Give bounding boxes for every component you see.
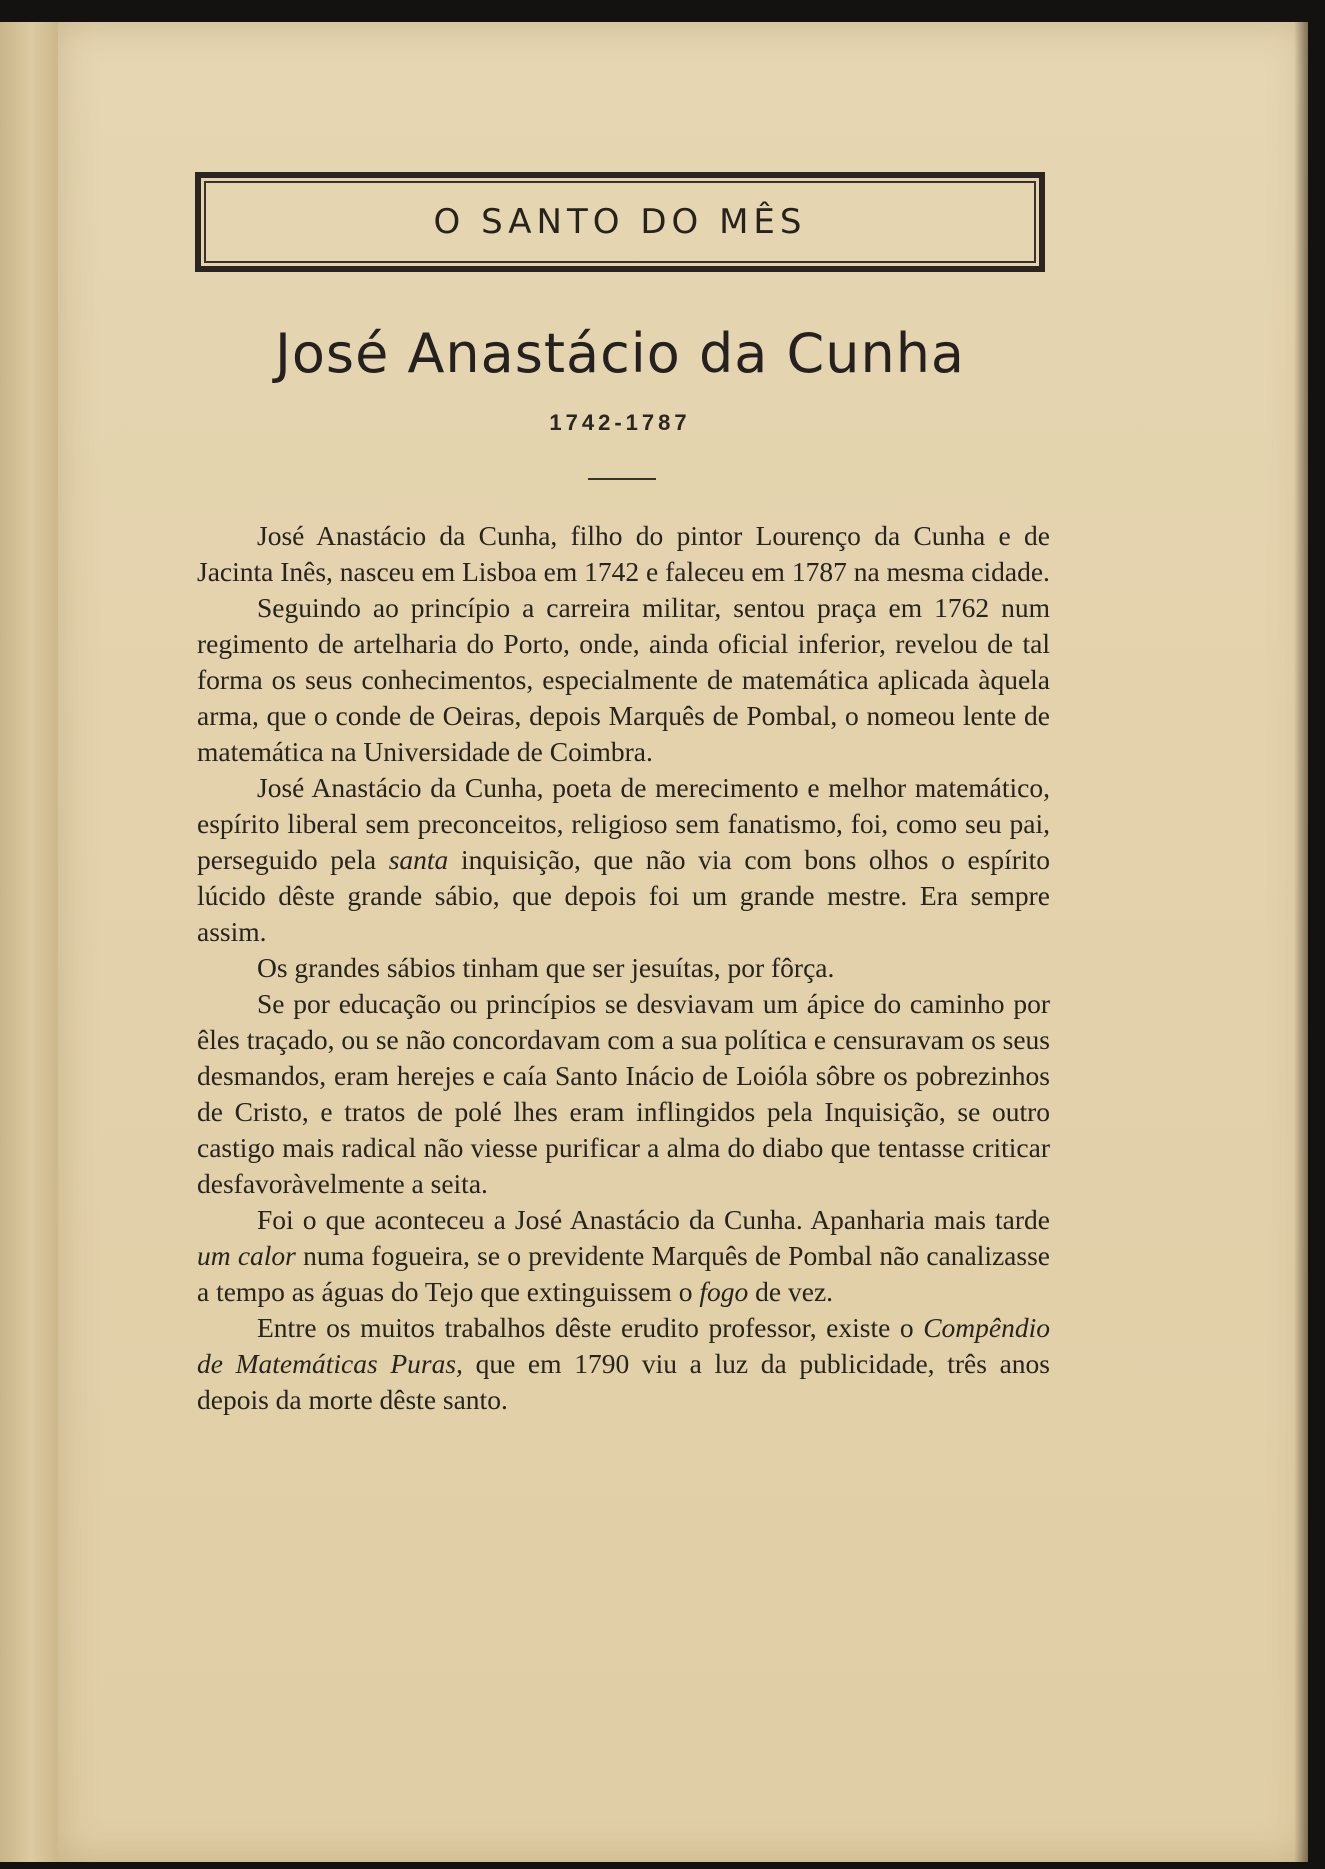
paragraph-text: que em 1790 viu a luz da publicidade, três anos depois da morte dêste santo. xyxy=(197,1348,1050,1415)
paragraph-3 xyxy=(197,770,1050,950)
paragraph-text: Seguindo ao princípio a carreira militar, sentou praça em 1762 num regimento de artelharia do Porto, onde, ainda oficial inferior, revelou de tal forma os seus conhecimentos, especialmente de matemática aplicada àquela arma, que o conde de Oeiras, depois Marquês de Pombal, o nomeou lente de matemática na Universidade de Coimbra. xyxy=(197,592,1050,767)
italic-text: fogo xyxy=(699,1276,749,1307)
italic-text: Compêndio de Matemáticas Puras, xyxy=(197,1312,1050,1379)
section-header-box xyxy=(195,172,1045,272)
paragraph-text: Entre os muitos trabalhos dêste erudito professor, existe o xyxy=(257,1312,924,1343)
title-divider xyxy=(588,478,656,480)
paragraph-text: de vez. xyxy=(748,1276,834,1307)
paragraph-text: Os grandes sábios tinham que ser jesuítas, por fôrça. xyxy=(257,952,835,983)
article-dates: 1742-1787 xyxy=(549,410,691,435)
article-body xyxy=(197,518,1050,1418)
paragraph-text: José Anastácio da Cunha, poeta de merecimento e melhor matemático, espírito liberal sem preconceitos, religioso sem fanatismo, foi, como seu pai, perseguido pela xyxy=(197,772,1050,875)
paragraph-6 xyxy=(197,1202,1050,1310)
section-header-title: O SANTO DO MÊS xyxy=(433,202,807,242)
paragraph-text: Foi o que aconteceu a José Anastácio da Cunha. Apanharia mais tarde xyxy=(257,1204,1050,1235)
paragraph-7 xyxy=(197,1310,1050,1418)
paragraph-text: numa fogueira, se o previdente Marquês de Pombal não canalizasse a tempo as águas do Tejo que extinguissem o xyxy=(197,1240,1050,1307)
italic-text: um calor xyxy=(197,1240,296,1271)
previous-page-edge xyxy=(0,22,60,1862)
article-title: José Anastácio da Cunha xyxy=(274,322,966,385)
paragraph-text: José Anastácio da Cunha, filho do pintor Lourenço da Cunha e de Jacinta Inês, nasceu em Lisboa em 1742 e faleceu em 1787 na mesma cidade. xyxy=(197,520,1050,587)
paragraph-2 xyxy=(197,590,1050,770)
paragraph-1 xyxy=(197,518,1050,590)
paragraph-4 xyxy=(197,950,1050,986)
paragraph-text: inquisição, que não via com bons olhos o espírito lúcido dêste grande sábio, que depois foi um grande mestre. Era sempre assim. xyxy=(197,844,1050,947)
italic-text: santa xyxy=(388,844,449,875)
paragraph-5 xyxy=(197,986,1050,1202)
paragraph-text: Se por educação ou princípios se desviavam um ápice do caminho por êles traçado, ou se não concordavam com a sua política e censuravam os seus desmandos, eram herejes e caía Santo Inácio de Loióla sôbre os pobrezinhos de Cristo, e tratos de polé lhes eram inflingidos pela Inquisição, se outro castigo mais radical não viesse purificar a alma do diabo que tentasse criticar desfavoràvelmente a seita. xyxy=(197,988,1050,1199)
